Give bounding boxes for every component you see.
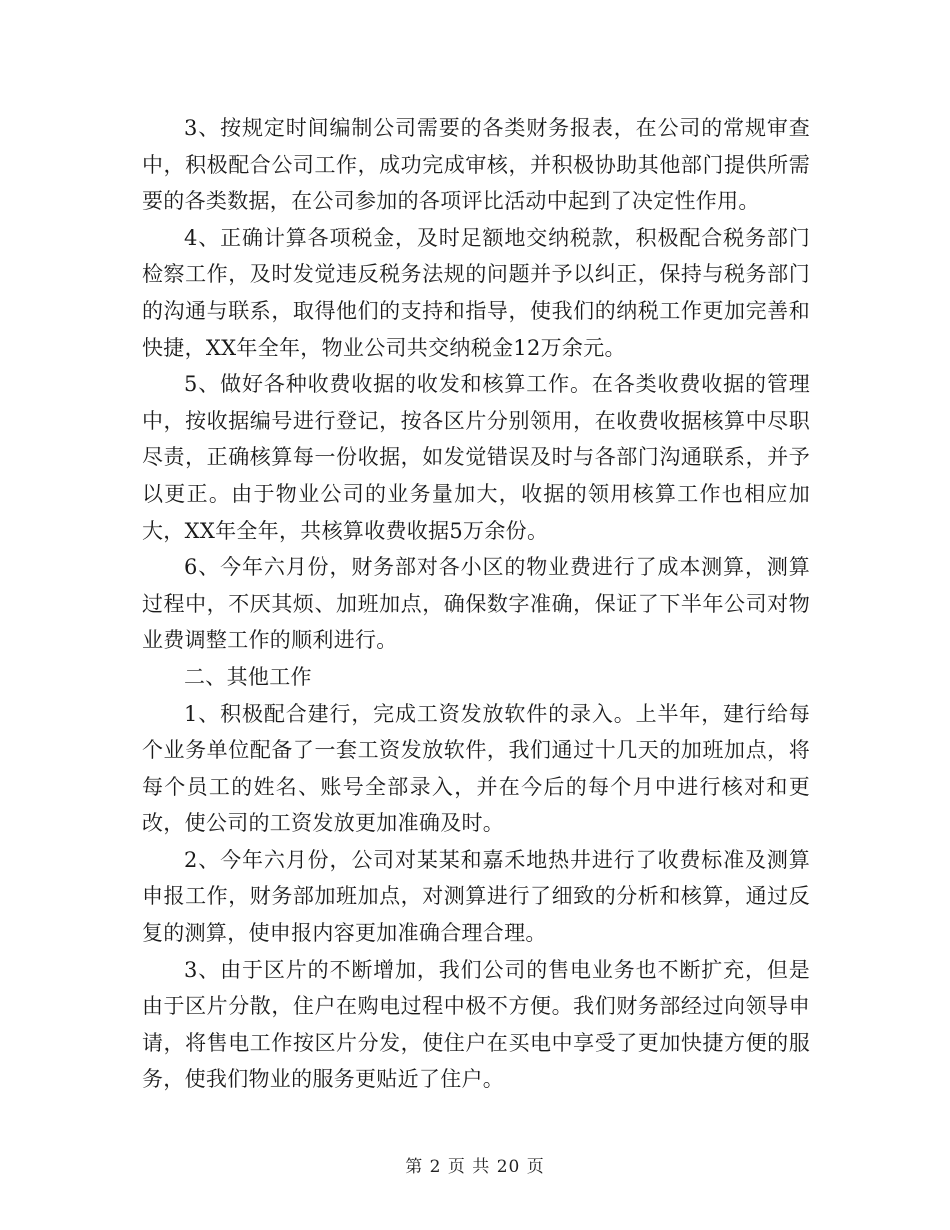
paragraph-item-5-receipts: 5、做好各种收费收据的收发和核算工作。在各类收费收据的管理中，按收据编号进行登记，按各区片分别领用，在收费收据核算中尽职尽责，正确核算每一份收据，如发觉错误及时与各部门沟通联系，并予以更正。由于物业公司的业务量加大，收据的领用核算工作也相应加大，XX年全年，共核算收费收据5万余份。 <box>142 372 810 543</box>
document-body <box>142 110 810 1098</box>
page-number: 第 2 页 共 20 页 <box>405 1157 545 1177</box>
section-heading-other-work: 二、其他工作 <box>184 664 312 689</box>
paragraph-item-4-taxes: 4、正确计算各项税金，及时足额地交纳税款，积极配合税务部门检察工作，及时发觉违反税务法规的问题并予以纠正，保持与税务部门的沟通与联系，取得他们的支持和指导，使我们的纳税工作更加完善和快捷，XX年全年，物业公司共交纳税金12万余元。 <box>142 225 810 360</box>
paragraph-other-1-payroll-software: 1、积极配合建行，完成工资发放软件的录入。上半年，建行给每个业务单位配备了一套工资发放软件，我们通过十几天的加班加点，将每个员工的姓名、账号全部录入，并在今后的每个月中进行核对和更改，使公司的工资发放更加准确及时。 <box>142 701 810 836</box>
paragraph-item-6-cost-calculation: 6、今年六月份，财务部对各小区的物业费进行了成本测算，测算过程中，不厌其烦、加班加点，确保数字准确，保证了下半年公司对物业费调整工作的顺利进行。 <box>142 555 810 653</box>
page-footer <box>0 1152 950 1177</box>
paragraph-item-3-reports: 3、按规定时间编制公司需要的各类财务报表，在公司的常规审查中，积极配合公司工作，成功完成审核，并积极协助其他部门提供所需要的各类数据，在公司参加的各项评比活动中起到了决定性作用。 <box>142 116 810 214</box>
paragraph-other-2-geothermal-fees: 2、今年六月份，公司对某某和嘉禾地热井进行了收费标准及测算申报工作，财务部加班加点，对测算进行了细致的分析和核算，通过反复的测算，使申报内容更加准确合理合理。 <box>142 847 810 946</box>
paragraph-other-3-electricity-sales: 3、由于区片的不断增加，我们公司的售电业务也不断扩充，但是由于区片分散，住户在购电过程中极不方便。我们财务部经过向领导申请，将售电工作按区片分发，使住户在买电中享受了更加快捷方便的服务，使我们物业的服务更贴近了住户。 <box>142 957 810 1092</box>
